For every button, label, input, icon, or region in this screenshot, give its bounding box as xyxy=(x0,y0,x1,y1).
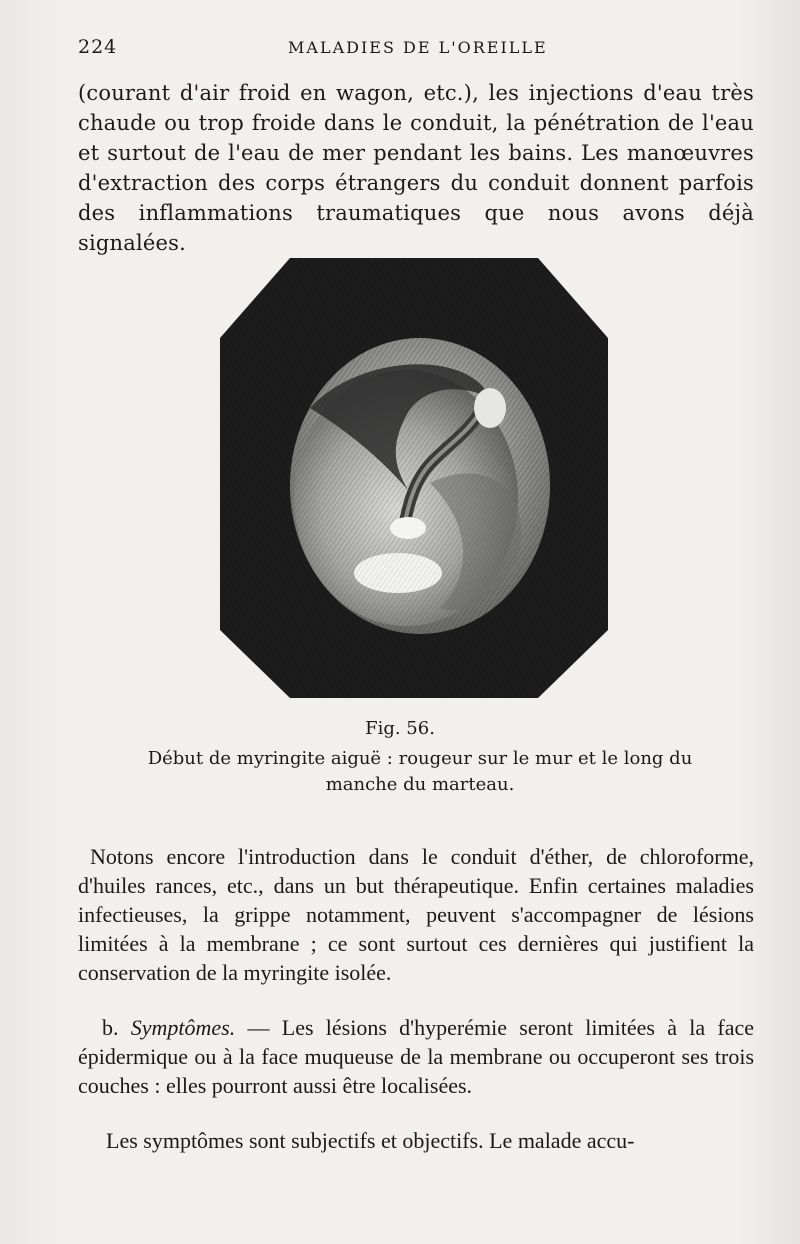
symptoms-body: — Les lésions d'hyperémie seront limitées à la face épidermique ou à la face muqueuse de la membrane ou occuperont ses trois couches : elles pourront aussi être localisées. xyxy=(78,1015,754,1098)
paragraph-mid-text: Notons encore l'introduction dans le conduit d'éther, de chloroforme, d'huiles rances, etc., dans un but thérapeutique. Enfin certaines maladies infectieuses, la grippe notamment, peuvent s'accompagner de lésions limitées à la membrane ; ce sont surtout ces dernières qui justifient la conservation de la myringite isolée. xyxy=(78,844,754,985)
paragraph-last: Les symptômes sont subjectifs et objectifs. Le malade accu- xyxy=(106,1128,635,1153)
figure-label: Fig. 56. xyxy=(365,718,435,739)
paragraph-mid xyxy=(78,842,754,987)
paragraph-symptoms xyxy=(78,1013,754,1100)
symptoms-lead: b. xyxy=(102,1015,119,1040)
page-header xyxy=(78,36,758,64)
paragraph-top: (courant d'air froid en wagon, etc.), les injections d'eau très chaude ou trop froide dans le conduit, la pénétration de l'eau et surtout de l'eau de mer pendant les bains. Les manœuvres d'extraction des corps étrangers du conduit donnent parfois des inflammations traumatiques que nous avons déjà signalées. xyxy=(78,81,754,255)
running-head: MALADIES DE L'OREILLE xyxy=(288,38,548,57)
figure-caption: Début de myringite aiguë : rougeur sur le mur et le long du manche du marteau. xyxy=(147,748,693,795)
figure-56-illustration xyxy=(220,258,608,698)
eardrum-engraving xyxy=(220,258,608,698)
symptoms-title: Symptômes. xyxy=(130,1015,236,1040)
page-number: 224 xyxy=(78,36,118,58)
